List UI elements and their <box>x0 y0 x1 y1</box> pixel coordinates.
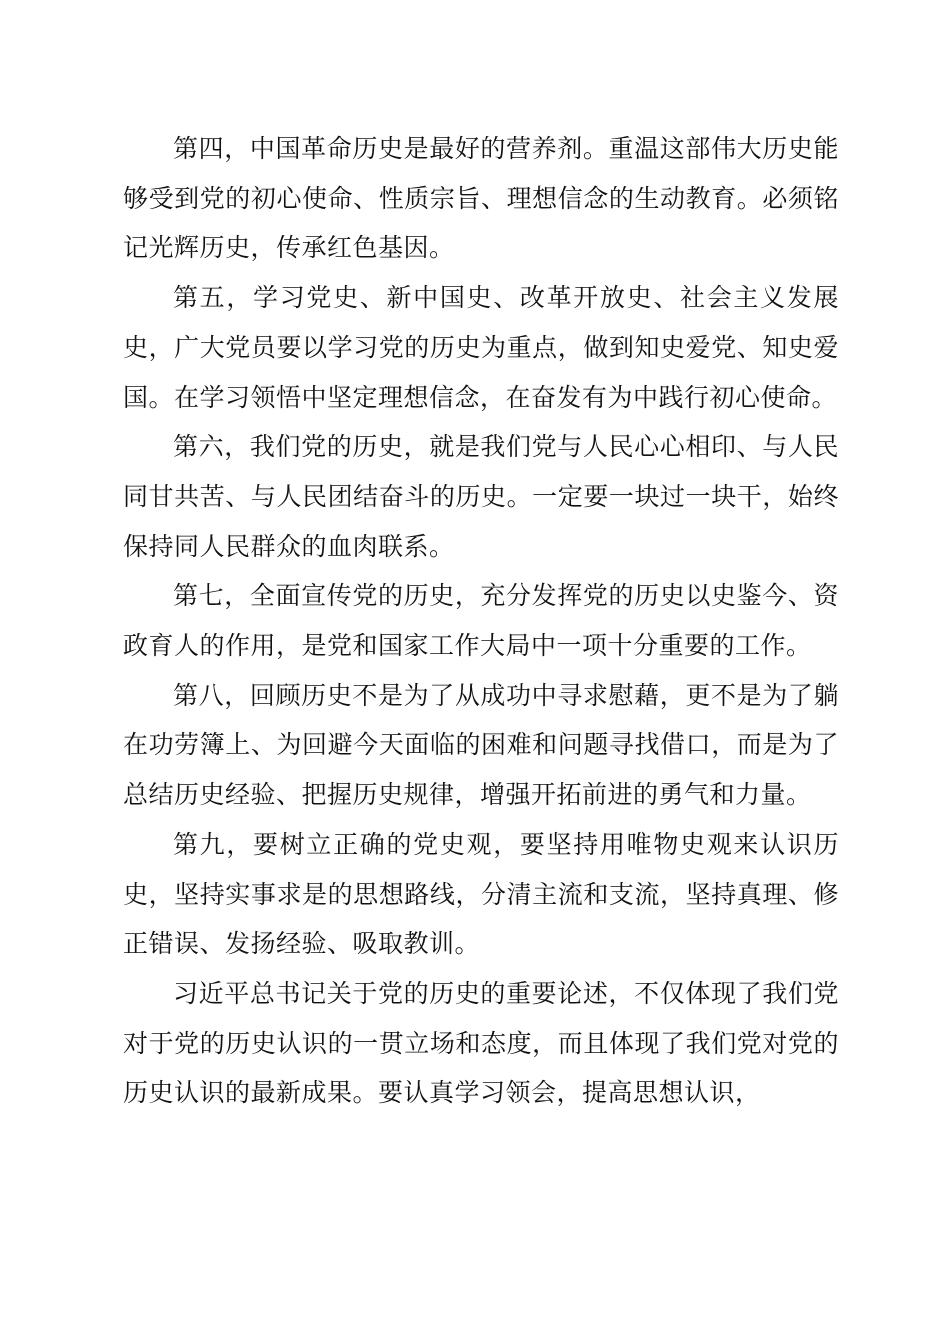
paragraph-sixth: 第六，我们党的历史，就是我们党与人民心心相印、与人民同甘共苦、与人民团结奋斗的历史。一定要一块过一块干，始终保持同人民群众的血肉联系。 <box>123 432 839 561</box>
paragraph-seventh: 第七，全面宣传党的历史，充分发挥党的历史以史鉴今、资政育人的作用，是党和国家工作大局中一项十分重要的工作。 <box>123 581 839 661</box>
paragraph-fifth: 第五，学习党史、新中国史、改革开放史、社会主义发展史，广大党员要以学习党的历史为重点，做到知史爱党、知史爱国。在学习领悟中坚定理想信念，在奋发有为中践行初心使命。 <box>123 283 839 412</box>
paragraph-summary: 习近平总书记关于党的历史的重要论述，不仅体现了我们党对于党的历史认识的一贯立场和态度，而且体现了我们党对党的历史认识的最新成果。要认真学习领会，提高思想认识， <box>123 978 839 1108</box>
paragraph-ninth: 第九，要树立正确的党史观，要坚持用唯物史观来认识历史，坚持实事求是的思想路线，分清主流和支流，坚持真理、修正错误、发扬经验、吸取教训。 <box>123 829 839 959</box>
paragraph-eighth: 第八，回顾历史不是为了从成功中寻求慰藉，更不是为了躺在功劳簿上、为回避今天面临的困难和问题寻找借口，而是为了总结历史经验、把握历史规律，增强开拓前进的勇气和力量。 <box>123 680 839 810</box>
paragraph-fourth: 第四，中国革命历史是最好的营养剂。重温这部伟大历史能够受到党的初心使命、性质宗旨、理想信念的生动教育。必须铭记光辉历史，传承红色基因。 <box>123 134 839 263</box>
document-body <box>123 124 839 1118</box>
